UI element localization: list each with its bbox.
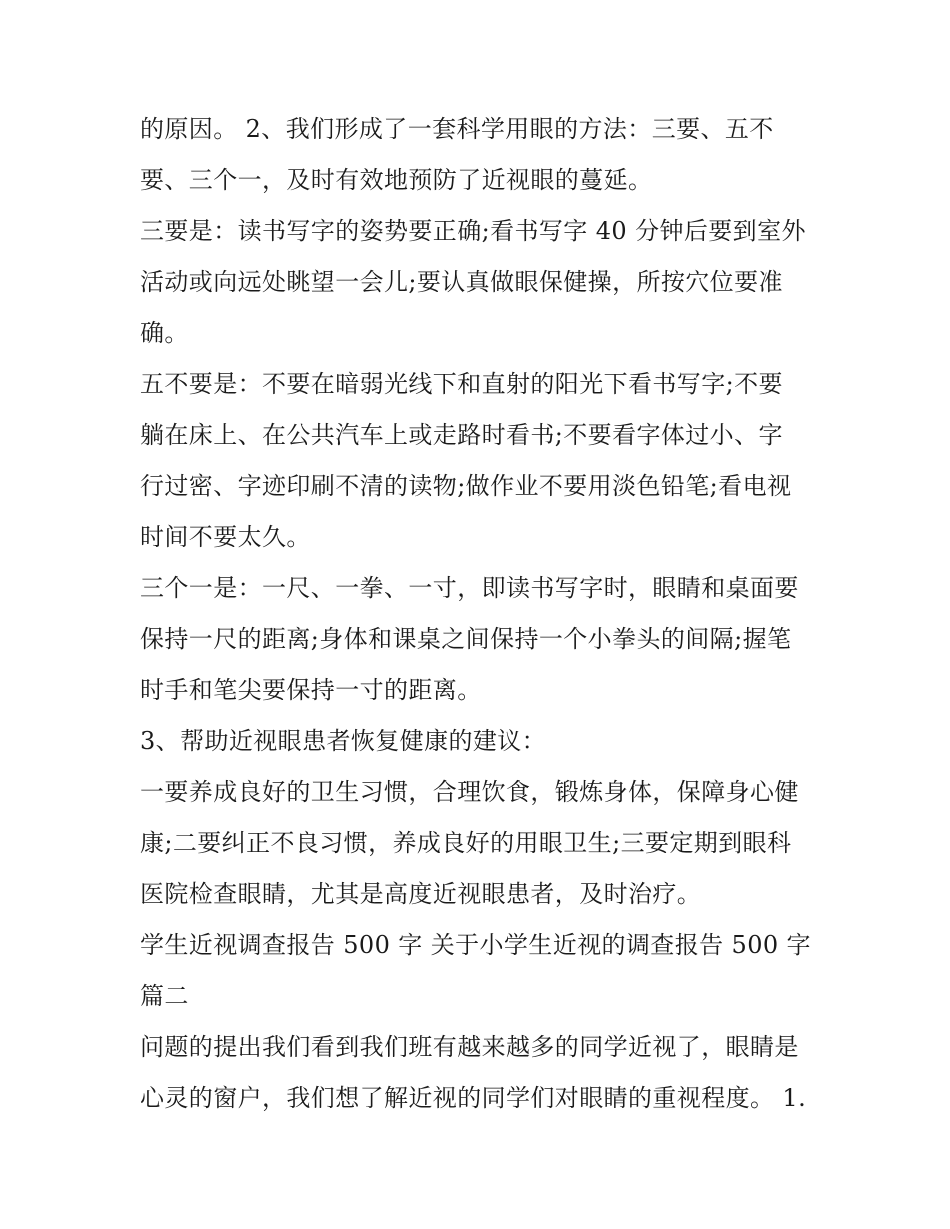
text-line: 问题的提出我们看到我们班有越来越多的同学近视了，眼睛是 [140, 1033, 799, 1061]
text-line: 时间不要太久。 [140, 523, 311, 551]
document-body [140, 104, 820, 1124]
text-line: 医院检查眼睛，尤其是高度近视眼患者，及时治疗。 [140, 880, 702, 908]
text-line: 五不要是：不要在暗弱光线下和直射的阳光下看书写字;不要 [140, 370, 783, 398]
text-line: 三要是：读书写字的姿势要正确;看书写字 40 分钟后要到室外 [140, 217, 806, 245]
text-line: 躺在床上、在公共汽车上或走路时看书;不要看字体过小、字 [140, 421, 783, 449]
text-line: 学生近视调查报告 500 字 关于小学生近视的调查报告 500 字 [140, 931, 811, 959]
text-line: 心灵的窗户，我们想了解近视的同学们对眼睛的重视程度。 1. [140, 1084, 807, 1112]
text-line: 保持一尺的距离;身体和课桌之间保持一个小拳头的间隔;握笔 [140, 625, 792, 653]
text-line: 行过密、字迹印刷不清的读物;做作业不要用淡色铅笔;看电视 [140, 472, 792, 500]
text-line: 一要养成良好的卫生习惯，合理饮食，锻炼身体，保障身心健 [140, 778, 799, 806]
text-line: 的原因。 2、我们形成了一套科学用眼的方法：三要、五不 [140, 115, 774, 143]
text-line: 篇二 [140, 982, 189, 1010]
text-line: 3、帮助近视眼患者恢复健康的建议： [140, 727, 547, 755]
text-line: 时手和笔尖要保持一寸的距离。 [140, 676, 482, 704]
text-line: 康;二要纠正不良习惯，养成良好的用眼卫生;三要定期到眼科 [140, 829, 792, 857]
text-line: 三个一是：一尺、一拳、一寸，即读书写字时，眼睛和桌面要 [140, 574, 799, 602]
text-line: 要、三个一，及时有效地预防了近视眼的蔓延。 [140, 166, 653, 194]
text-line: 确。 [140, 319, 189, 347]
text-line: 活动或向远处眺望一会儿;要认真做眼保健操，所按穴位要准 [140, 268, 783, 296]
